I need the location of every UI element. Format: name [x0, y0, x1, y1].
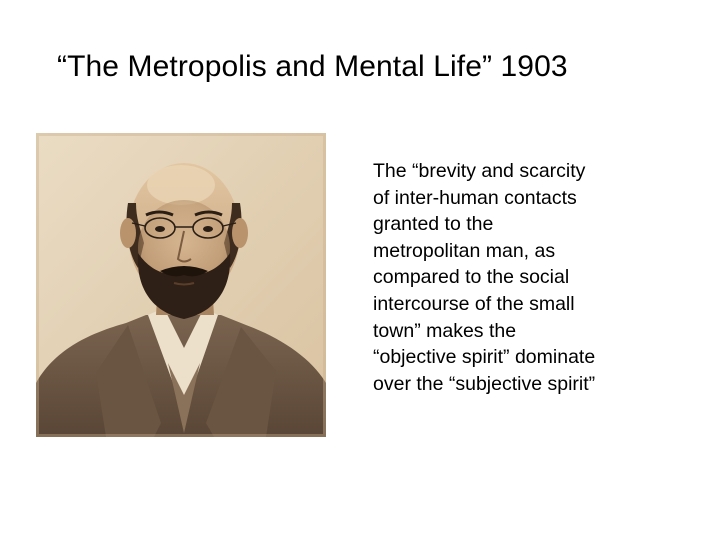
quote-line: granted to the [373, 213, 494, 236]
quote-line: of inter-human contacts [373, 186, 577, 209]
quote-line: metropolitan man, as [373, 239, 556, 262]
quote-line: The “brevity and scarcity [373, 160, 586, 182]
quote-text [369, 158, 669, 397]
quote-line: over the “subjective spirit” [373, 372, 596, 395]
slide-title: “The Metropolis and Mental Life” 1903 [57, 50, 568, 83]
quote-line: town” makes the [373, 319, 517, 342]
portrait-photo-icon [36, 133, 326, 437]
quote-line: intercourse of the small [373, 292, 575, 315]
quote-line: compared to the social [373, 266, 570, 289]
portrait-image [36, 133, 326, 437]
quote-line: “objective spirit” dominate [373, 346, 596, 369]
